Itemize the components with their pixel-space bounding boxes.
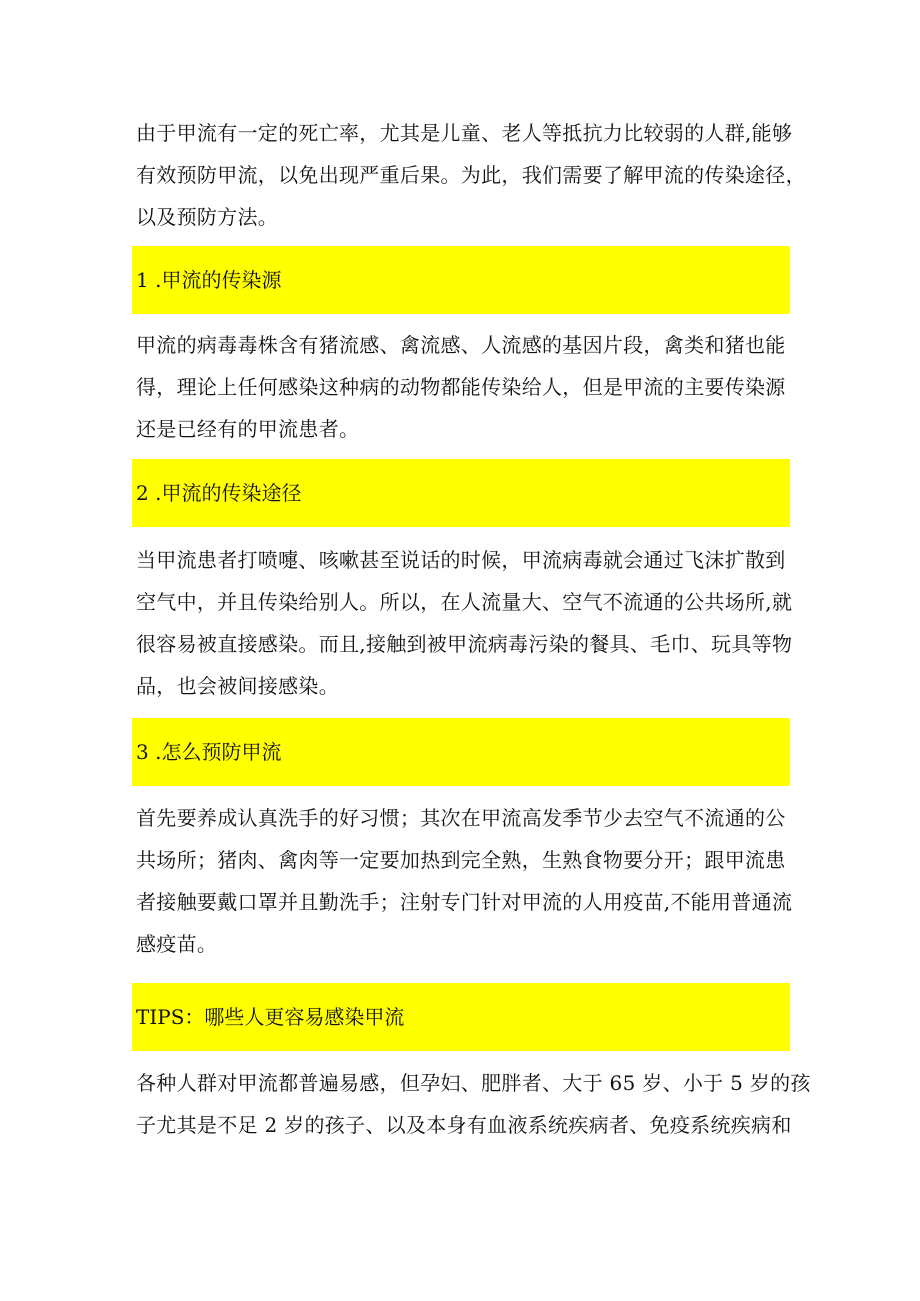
- section-1-paragraph: [136, 324, 792, 450]
- section-2-heading: [132, 459, 790, 527]
- tips-paragraph: [136, 1062, 811, 1146]
- section-3-line: 感疫苗。: [136, 932, 218, 956]
- intro-line: 由于甲流有一定的死亡率，尤其是儿童、老人等抵抗力比较弱的人群,能够: [136, 121, 793, 145]
- section-3-heading-text: 3 .怎么预防甲流: [136, 740, 282, 764]
- tips-heading-text: TIPS：哪些人更容易感染甲流: [136, 1005, 405, 1029]
- section-3-heading: [132, 718, 790, 786]
- tips-line: 各种人群对甲流都普遍易感，但孕妇、肥胖者、大于 65 岁、小于 5 岁的孩: [136, 1071, 811, 1095]
- tips-heading: [132, 983, 790, 1051]
- section-2-heading-text: 2 .甲流的传染途径: [136, 481, 302, 505]
- section-3-line: 共场所；猪肉、禽肉等一定要加热到完全熟，生熟食物要分开；跟甲流患: [136, 848, 786, 872]
- section-1-line: 还是已经有的甲流患者。: [136, 417, 360, 441]
- intro-paragraph: [136, 112, 806, 238]
- section-2-line: 很容易被直接感染。而且,接触到被甲流病毒污染的餐具、毛巾、玩具等物: [136, 632, 793, 656]
- section-2-line: 当甲流患者打喷嚏、咳嗽甚至说话的时候，甲流病毒就会通过飞沫扩散到: [136, 548, 786, 572]
- section-2-line: 空气中，并且传染给别人。所以，在人流量大、空气不流通的公共场所,就: [136, 590, 793, 614]
- section-1-line: 得，理论上任何感染这种病的动物都能传染给人，但是甲流的主要传染源: [136, 375, 786, 399]
- section-2-line: 品，也会被间接感染。: [136, 674, 339, 698]
- tips-line: 子尤其是不足 2 岁的孩子、以及本身有血液系统疾病者、免疫系统疾病和: [136, 1113, 792, 1137]
- section-2-paragraph: [136, 539, 792, 707]
- section-1-heading: [132, 246, 790, 314]
- section-1-line: 甲流的病毒毒株含有猪流感、禽流感、人流感的基因片段，禽类和猪也能: [136, 333, 786, 357]
- section-3-line: 者接触要戴口罩并且勤洗手；注射专门针对甲流的人用疫苗,不能用普通流: [136, 890, 793, 914]
- section-3-line: 首先要养成认真洗手的好习惯；其次在甲流高发季节少去空气不流通的公: [136, 806, 786, 830]
- intro-line: 以及预防方法。: [136, 205, 279, 229]
- intro-line: 有效预防甲流，以免出现严重后果。为此，我们需要了解甲流的传染途径，: [136, 163, 806, 187]
- section-3-paragraph: [136, 797, 792, 965]
- section-1-heading-text: 1 .甲流的传染源: [136, 268, 282, 292]
